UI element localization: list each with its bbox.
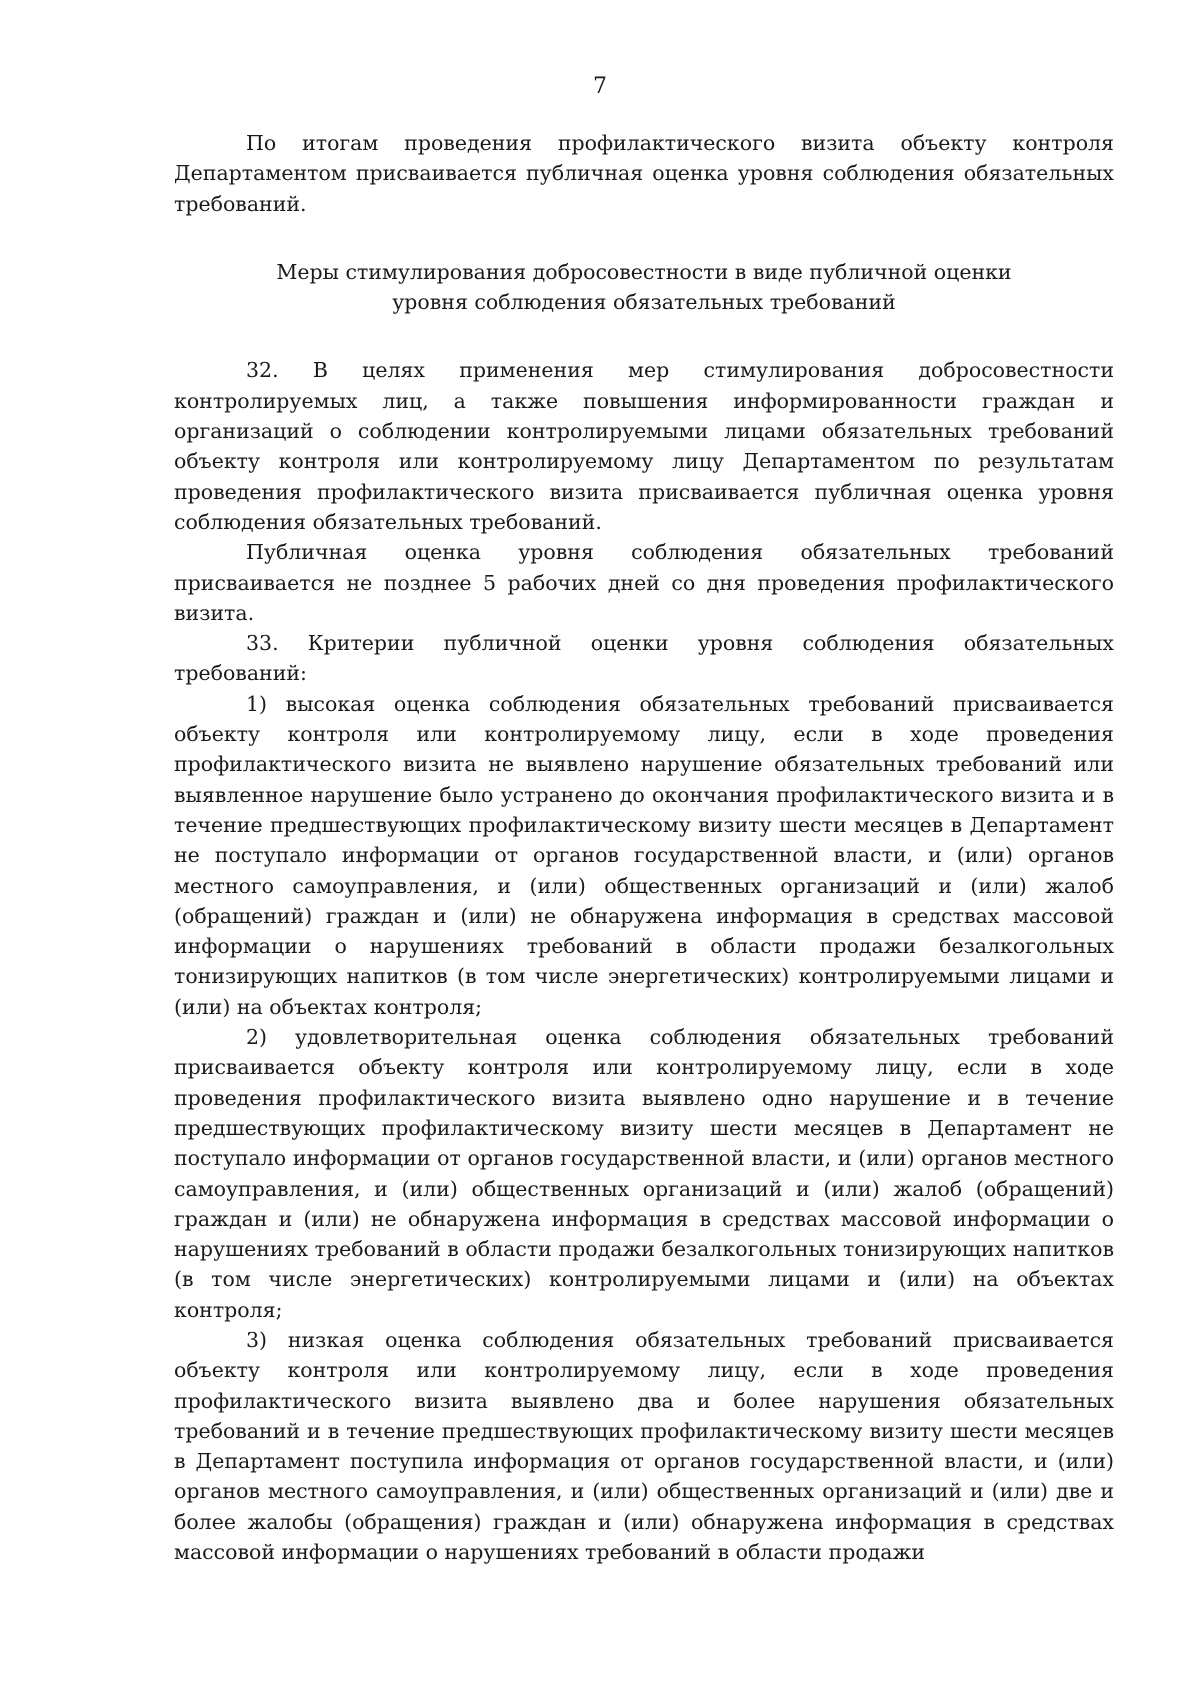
paragraph-visit-results: По итогам проведения профилактического визита объекту контроля Департаментом присваивается публичная оценка уровня соблюдения обязательных требований. — [174, 131, 1114, 216]
section-heading — [174, 257, 1114, 318]
paragraph-deadline: Публичная оценка уровня соблюдения обязательных требований присваивается не позднее 5 рабочих дней со дня проведения профилактического визита. — [174, 540, 1114, 625]
paragraph-item-33: 33. Критерии публичной оценки уровня соблюдения обязательных требований: — [174, 631, 1114, 686]
paragraph-low-rating: 3) низкая оценка соблюдения обязательных требований присваивается объекту контроля или контролируемому лицу, если в ходе проведения профилактического визита выявлено два и более нарушения обязательных требований и в течение предшествующих профилактическому визиту шести месяцев в Департамент поступила информация от органов государственной власти, и (или) органов местного самоуправления, и (или) общественных организаций и (или) две и более жалобы (обращения) граждан и (или) обнаружена информация в средствах массовой информации о нарушениях требований в области продажи — [174, 1327, 1114, 1565]
document-body — [174, 128, 1114, 1567]
paragraph-high-rating: 1) высокая оценка соблюдения обязательных требований присваивается объекту контроля или контролируемому лицу, если в ходе проведения профилактического визита не выявлено нарушение обязательных требований или выявленное нарушение было устранено до окончания профилактического визита и в течение предшествующих профилактическому визиту шести месяцев в Департамент не поступало информации от органов государственной власти, и (или) органов местного самоуправления, и (или) общественных организаций и (или) жалоб (обращений) граждан и (или) не обнаружена информация в средствах массовой информации о нарушениях требований в области продажи безалкогольных тонизирующих напитков (в том числе энергетических) контролируемыми лицами и (или) на объектах контроля; — [174, 691, 1114, 1019]
paragraph-satisfactory-rating: 2) удовлетворительная оценка соблюдения обязательных требований присваивается объекту контроля или контролируемому лицу, если в ходе проведения профилактического визита выявлено одно нарушение и в течение предшествующих профилактическому визиту шести месяцев в Департамент не поступало информации от органов государственной власти, и (или) органов местного самоуправления, и (или) общественных организаций и (или) жалоб (обращений) граждан и (или) не обнаружена информация в средствах массовой информации о нарушениях требований в области продажи безалкогольных тонизирующих напитков (в том числе энергетических) контролируемыми лицами и (или) на объектах контроля; — [174, 1025, 1114, 1322]
section-heading-line-1: Меры стимулирования добросовестности в виде публичной оценки — [276, 259, 1012, 284]
section-heading-line-2: уровня соблюдения обязательных требований — [392, 290, 896, 315]
page-number: 7 — [593, 74, 607, 99]
paragraph-item-32: 32. В целях применения мер стимулирования добросовестности контролируемых лиц, а также повышения информированности граждан и организаций о соблюдении контролируемыми лицами обязательных требований объекту контроля или контролируемому лицу Департаментом по результатам проведения профилактического визита присваивается публичная оценка уровня соблюдения обязательных требований. — [174, 358, 1114, 534]
